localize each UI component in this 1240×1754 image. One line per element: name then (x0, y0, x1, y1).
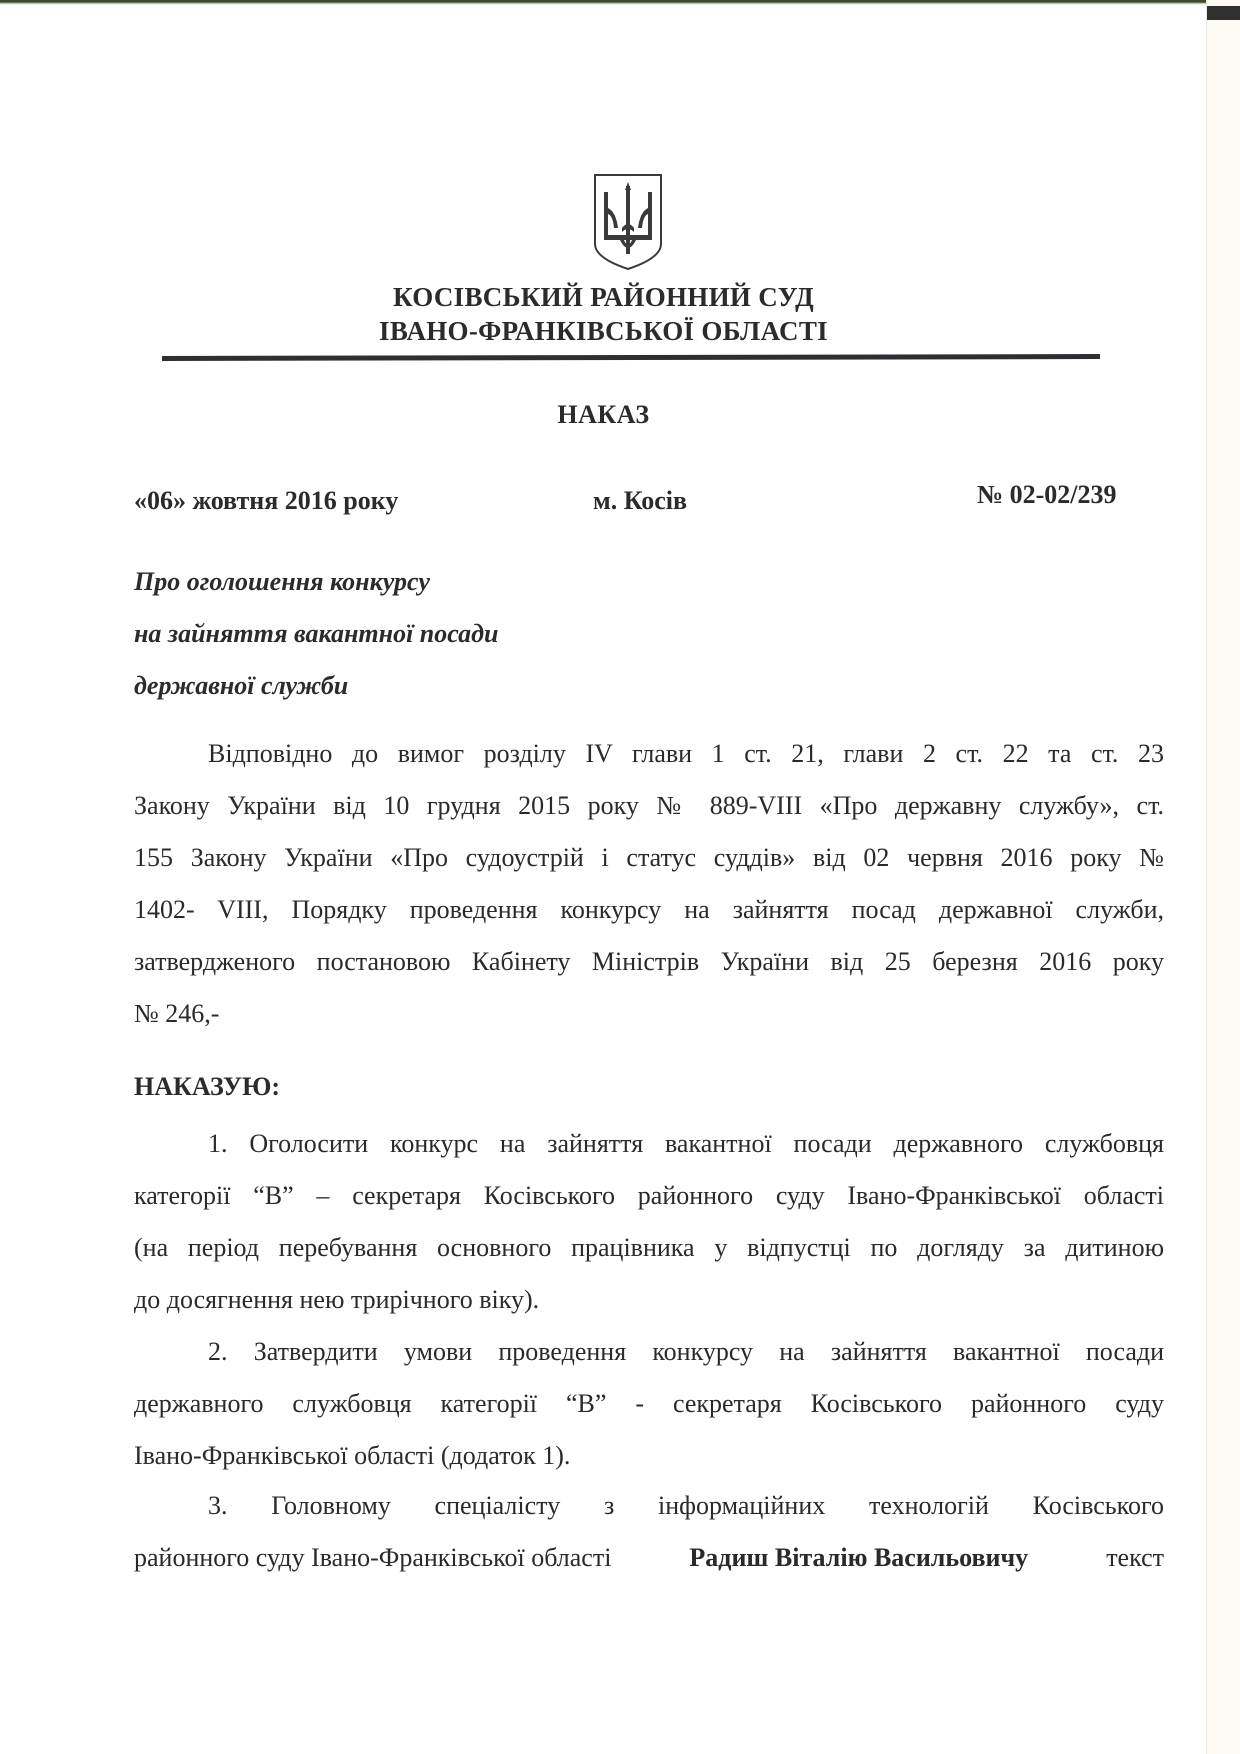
paragraph-line: № 246,- (134, 999, 220, 1028)
preamble-paragraph (134, 728, 1164, 1040)
court-name-line1: КОСІВСЬКИЙ РАЙОННИЙ СУД (393, 282, 814, 312)
item3-line2-suffix: текст (1106, 1543, 1164, 1572)
paragraph-line: 155 Закону України «Про судоустрій і статус суддів» від 02 червня 2016 року № (134, 843, 1164, 872)
scan-corner-shadow (1207, 6, 1240, 20)
subject-line: державної служби (134, 671, 349, 700)
paragraph-line: затвердженого постановою Кабінету Міністрів України від 25 березня 2016 року (134, 947, 1164, 976)
paragraph-line: Відповідно до вимог розділу IV глави 1 ст. 21, глави 2 ст. 22 та ст. 23 (208, 739, 1164, 768)
paragraph-line: 1402- VIII, Порядку проведення конкурсу на зайняття посад державної служби, (134, 895, 1164, 924)
item3-line2-prefix: районного суду Івано-Франківської області (134, 1543, 612, 1572)
subject-line: Про оголошення конкурсу (134, 567, 430, 596)
ukraine-trident-emblem-icon (592, 172, 664, 272)
scan-right-edge (1206, 0, 1240, 1754)
court-name (0, 280, 1207, 348)
paragraph-line: 1. Оголосити конкурс на зайняття вакантної посади державного службовця (208, 1129, 1164, 1158)
order-heading: НАКАЗУЮ: (134, 1072, 281, 1101)
document-date: «06» жовтня 2016 року (134, 486, 399, 515)
document-number: № 02-02/239 (977, 480, 1117, 509)
paragraph-line: (на період перебування основного працівника у відпустці по догляду за дитиною (134, 1233, 1164, 1262)
paragraph-line: державного службовця категорії “В” - секретаря Косівського районного суду (134, 1389, 1164, 1418)
paragraph-line: Івано-Франківської області (додаток 1). (134, 1441, 571, 1470)
paragraph-line: до досягнення нею трирічного віку). (134, 1285, 540, 1314)
order-item-1 (134, 1118, 1164, 1326)
subject-line: на зайняття вакантної посади (134, 619, 499, 648)
document-subject (134, 556, 499, 712)
paragraph-line: 2. Затвердити умови проведення конкурсу на зайняття вакантної посади (208, 1337, 1164, 1366)
document-type-title: НАКАЗ (557, 400, 650, 429)
paragraph-line: 3. Головному спеціалісту з інформаційних технологій Косівського (208, 1491, 1164, 1520)
paragraph-line (134, 1532, 1164, 1584)
header-divider (162, 354, 1100, 361)
order-item-3 (134, 1480, 1164, 1584)
court-name-line2: ІВАНО-ФРАНКІВСЬКОЇ ОБЛАСТІ (379, 316, 828, 346)
paragraph-line: категорії “В” – секретаря Косівського районного суду Івано-Франківської області (134, 1181, 1164, 1210)
document-city: м. Косів (593, 486, 688, 515)
order-item-2 (134, 1326, 1164, 1482)
responsible-person-name: Радиш Віталію Васильовичу (689, 1543, 1029, 1572)
paragraph-line: Закону України від 10 грудня 2015 року № 889-VIII «Про державну службу», ст. (134, 791, 1164, 820)
